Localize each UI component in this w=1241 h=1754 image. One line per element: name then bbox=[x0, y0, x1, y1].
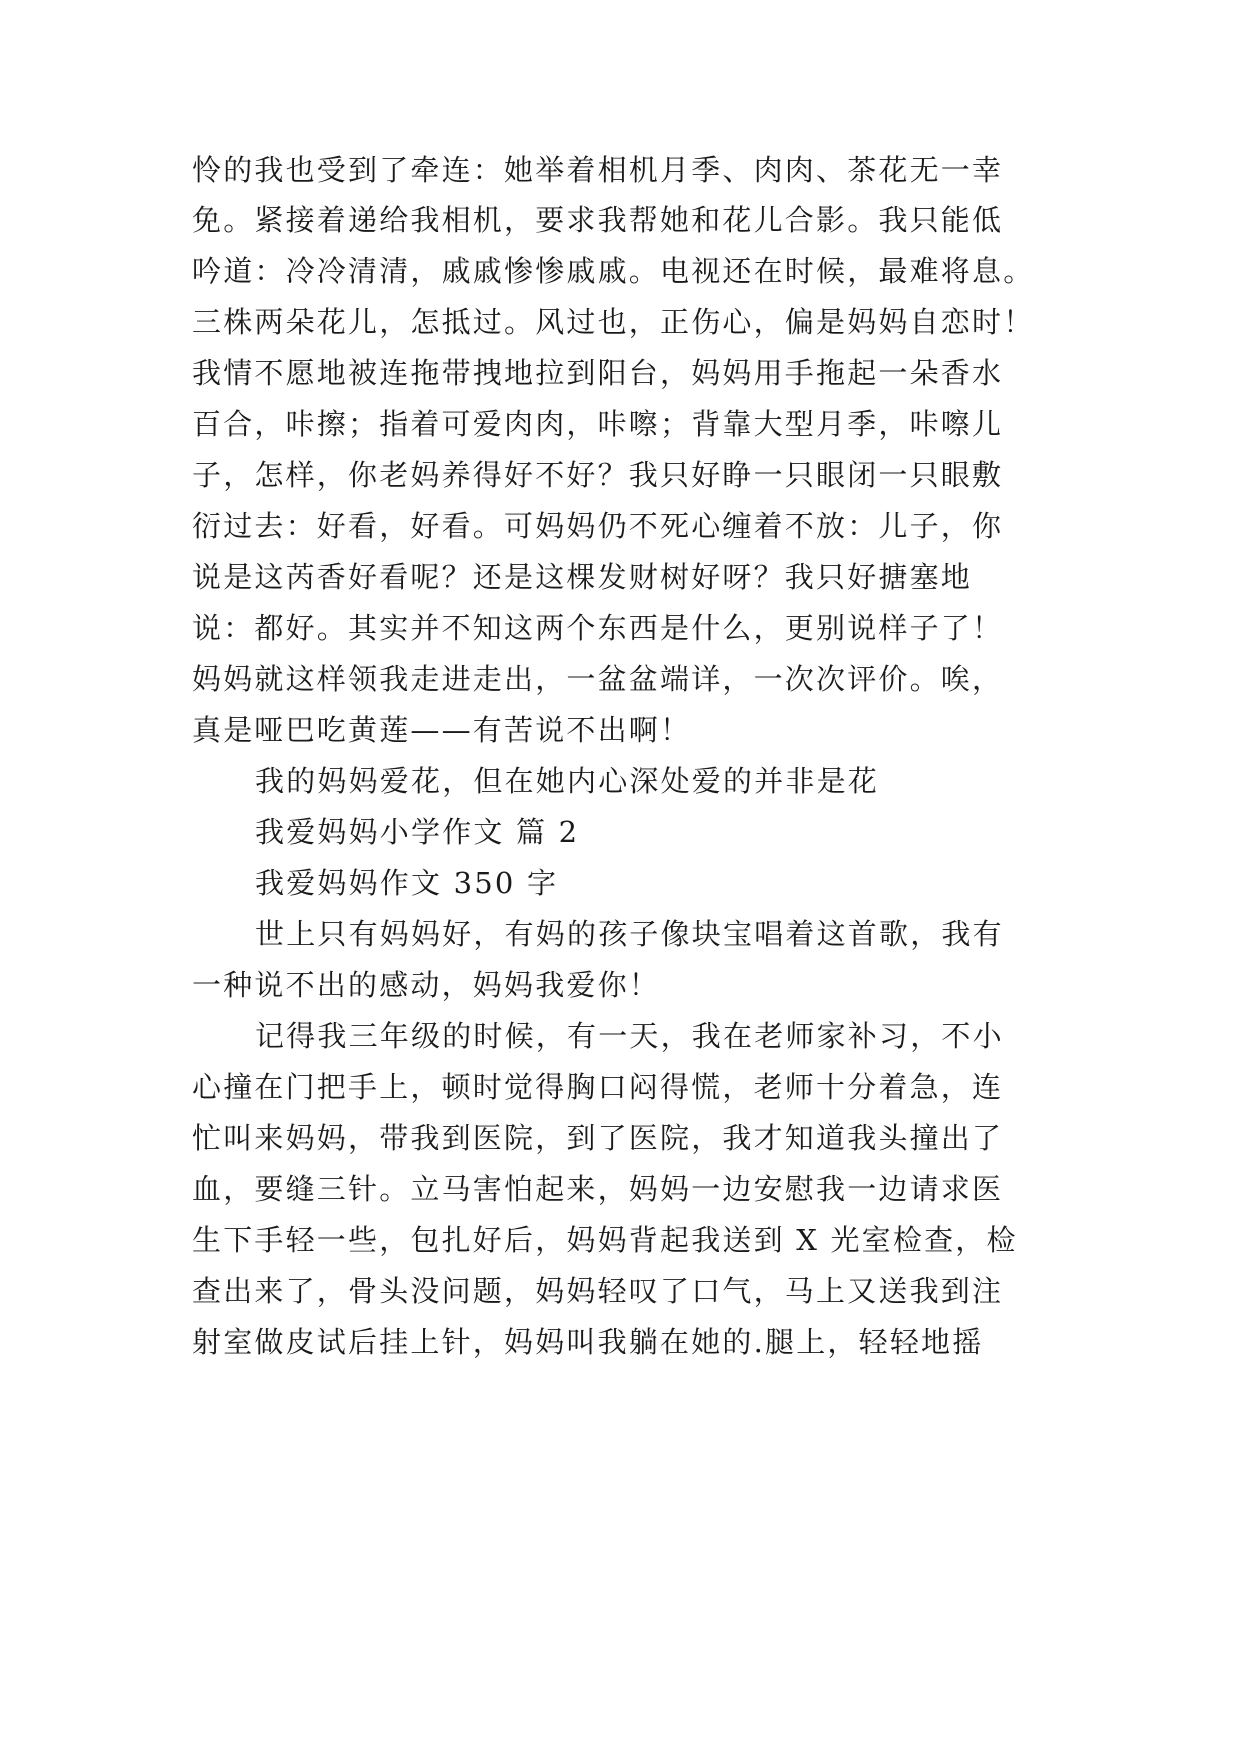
text-line: 三株两朵花儿，怎抵过。风过也，正伤心，偏是妈妈自恋时！ bbox=[192, 305, 1035, 339]
text-line: 子，怎样，你老妈养得好不好？我只好睁一只眼闭一只眼敷 bbox=[192, 458, 1004, 492]
text-line: 记得我三年级的时候，有一天，我在老师家补习，不小 bbox=[255, 1019, 1004, 1053]
text-line: 吟道：冷冷清清，戚戚惨惨戚戚。电视还在时候，最难将息。 bbox=[192, 254, 1035, 288]
text-line: 怜的我也受到了牵连：她举着相机月季、肉肉、茶花无一幸 bbox=[192, 153, 1004, 187]
text-line: 查出来了，骨头没问题，妈妈轻叹了口气，马上又送我到注 bbox=[192, 1274, 1004, 1308]
essay-title: 我爱妈妈作文 350 字 bbox=[255, 866, 559, 900]
text-line: 百合，咔擦；指着可爱肉肉，咔嚓；背靠大型月季，咔嚓儿 bbox=[192, 407, 1004, 441]
text-line: 忙叫来妈妈，带我到医院，到了医院，我才知道我头撞出了 bbox=[192, 1121, 1004, 1155]
text-line: 心撞在门把手上，顿时觉得胸口闷得慌，老师十分着急，连 bbox=[192, 1070, 1004, 1104]
closing-sentence: 我的妈妈爱花，但在她内心深处爱的并非是花 bbox=[255, 764, 880, 798]
text-line: 生下手轻一些，包扎好后，妈妈背起我送到 X 光室检查，检 bbox=[192, 1223, 1018, 1257]
text-line: 世上只有妈妈好，有妈的孩子像块宝唱着这首歌，我有 bbox=[255, 917, 1004, 951]
text-line: 血，要缝三针。立马害怕起来，妈妈一边安慰我一边请求医 bbox=[192, 1172, 1004, 1206]
text-line: 妈妈就这样领我走进走出，一盆盆端详，一次次评价。唉， bbox=[192, 662, 1004, 696]
text-line: 真是哑巴吃黄莲——有苦说不出啊！ bbox=[192, 713, 692, 747]
text-line: 免。紧接着递给我相机，要求我帮她和花儿合影。我只能低 bbox=[192, 203, 1004, 237]
text-line: 说：都好。其实并不知这两个东西是什么，更别说样子了！ bbox=[192, 611, 1004, 645]
section-heading: 我爱妈妈小学作文 篇 2 bbox=[255, 815, 580, 849]
text-line: 一种说不出的感动，妈妈我爱你！ bbox=[192, 968, 661, 1002]
text-line: 衍过去：好看，好看。可妈妈仍不死心缠着不放：儿子，你 bbox=[192, 509, 1004, 543]
text-line: 我情不愿地被连拖带拽地拉到阳台，妈妈用手拖起一朵香水 bbox=[192, 356, 1004, 390]
text-line: 说是这芮香好看呢？还是这棵发财树好呀？我只好搪塞地 bbox=[192, 560, 973, 594]
text-line: 射室做皮试后挂上针，妈妈叫我躺在她的.腿上，轻轻地摇 bbox=[192, 1325, 984, 1359]
